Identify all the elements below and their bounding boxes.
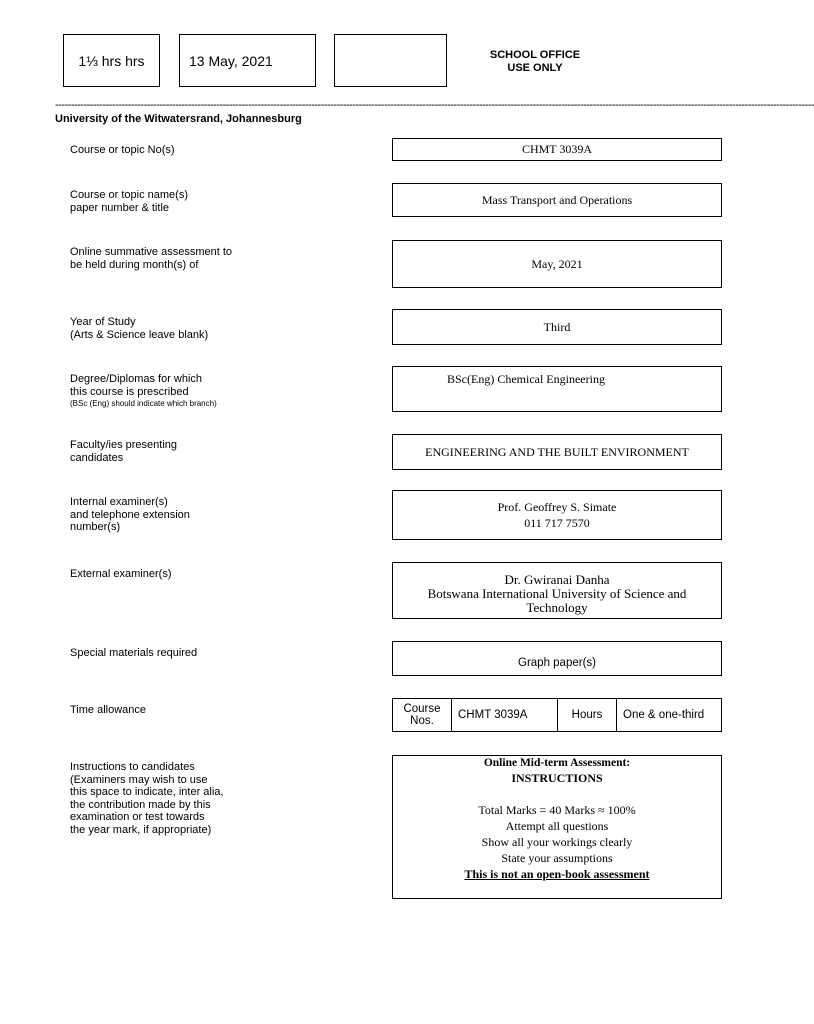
course-name-box [392,183,722,217]
year-label [70,316,208,341]
office-line-1: SCHOOL OFFICE [489,49,581,61]
instructions-label-2: (Examiners may wish to use [70,773,208,786]
instructions-box [392,755,722,899]
course-nos-label-1: Course [403,703,441,715]
instructions-label-4: the contribution made by this [70,798,211,811]
course-nos-label [393,699,452,732]
month-label-1: Online summative assessment to [70,246,233,258]
faculty-label-1: Faculty/ies presenting [70,439,177,451]
month-label-2: be held during month(s) of [70,258,199,271]
degree-label-2: this course is prescribed [70,385,189,398]
hours-value [617,699,722,732]
faculty-value: ENGINEERING AND THE BUILT ENVIRONMENT [425,444,689,459]
instructions-line-2: Show all your workings clearly [481,835,633,849]
instructions-line-4: This is not an open-book assessment [464,867,650,881]
materials-value: Graph paper(s) [518,656,596,669]
external-inst-2: Technology [526,599,588,615]
time-row [393,699,722,732]
external-label [70,568,171,581]
course-nos-label-2: Nos. [410,715,434,727]
course-name-value: Mass Transport and Operations [481,192,633,207]
course-no-box [392,138,722,161]
hours-label-text: Hours [571,709,603,721]
materials-label [70,647,197,660]
year-value: Third [543,319,571,334]
school-office-label [470,49,600,75]
time-label-text: Time allowance [70,704,147,716]
year-label-2: (Arts & Science leave blank) [70,328,209,341]
course-name-label-2: paper number & title [70,201,170,214]
course-no-label-text: Course or topic No(s) [70,144,175,156]
degree-label-1: Degree/Diplomas for which [70,373,203,385]
course-name-label [70,189,188,214]
duration-text: 1⅓ hrs hrs [78,52,145,69]
materials-box [392,641,722,676]
course-name-label-1: Course or topic name(s) [70,189,188,201]
blank-box [334,34,447,87]
office-line-2: USE ONLY [507,62,563,74]
faculty-label [70,439,177,464]
faculty-label-2: candidates [70,451,124,464]
course-nos-value-text: CHMT 3039A [458,709,528,721]
internal-box [392,490,722,540]
hours-label [558,699,617,732]
instructions-label [70,761,223,836]
degree-label [70,373,217,409]
university-name: University of the Witwatersrand, Johannesburg [55,113,302,125]
time-table [392,698,722,732]
degree-label-3: (BSc (Eng) should indicate which branch) [70,399,217,408]
instructions-line-3: State your assumptions [501,851,613,865]
instructions-marks: Total Marks = 40 Marks ≈ 100% [478,803,636,817]
dashed-separator: ------------------------------------------------------------------------------------------------------------------------------------------------------------------------------------------------------------------------------------------------ [55,99,814,111]
external-box [392,562,722,619]
month-box [392,240,722,288]
degree-box [392,366,722,412]
external-inst-1: Botswana International University of Science and [427,585,687,601]
internal-label-1: Internal examiner(s) [70,496,168,508]
instructions-label-3: this space to indicate, inter alia, [70,786,224,798]
month-label [70,246,232,271]
external-label-text: External examiner(s) [70,568,172,580]
year-box [392,309,722,345]
instructions-label-5: examination or test towards [70,811,205,823]
month-value: May, 2021 [531,256,583,271]
internal-label-3: number(s) [70,521,121,533]
instructions-title-1: Online Mid-term Assessment: [483,757,631,769]
external-name: Dr. Gwiranai Danha [504,571,610,587]
internal-phone: 011 717 7570 [524,516,590,530]
materials-label-text: Special materials required [70,647,198,659]
instructions-label-6: the year mark, if appropriate) [70,823,212,836]
course-nos-value [452,699,558,732]
duration-box [63,34,160,87]
internal-label-2: and telephone extension [70,508,190,521]
instructions-line-1: Attempt all questions [505,819,609,833]
date-box [179,34,316,87]
instructions-title-2: INSTRUCTIONS [511,771,603,785]
hours-value-text: One & one-third [623,709,705,721]
year-label-1: Year of Study [70,316,136,328]
degree-value: BSc(Eng) Chemical Engineering [447,372,605,386]
internal-label [70,496,190,534]
course-no-value: CHMT 3039A [521,142,593,156]
faculty-box [392,434,722,470]
internal-name: Prof. Geoffrey S. Simate [497,500,617,514]
course-no-label [70,144,175,157]
instructions-label-1: Instructions to candidates [70,761,195,773]
time-label [70,704,146,717]
date-text: 13 May, 2021 [189,52,273,69]
